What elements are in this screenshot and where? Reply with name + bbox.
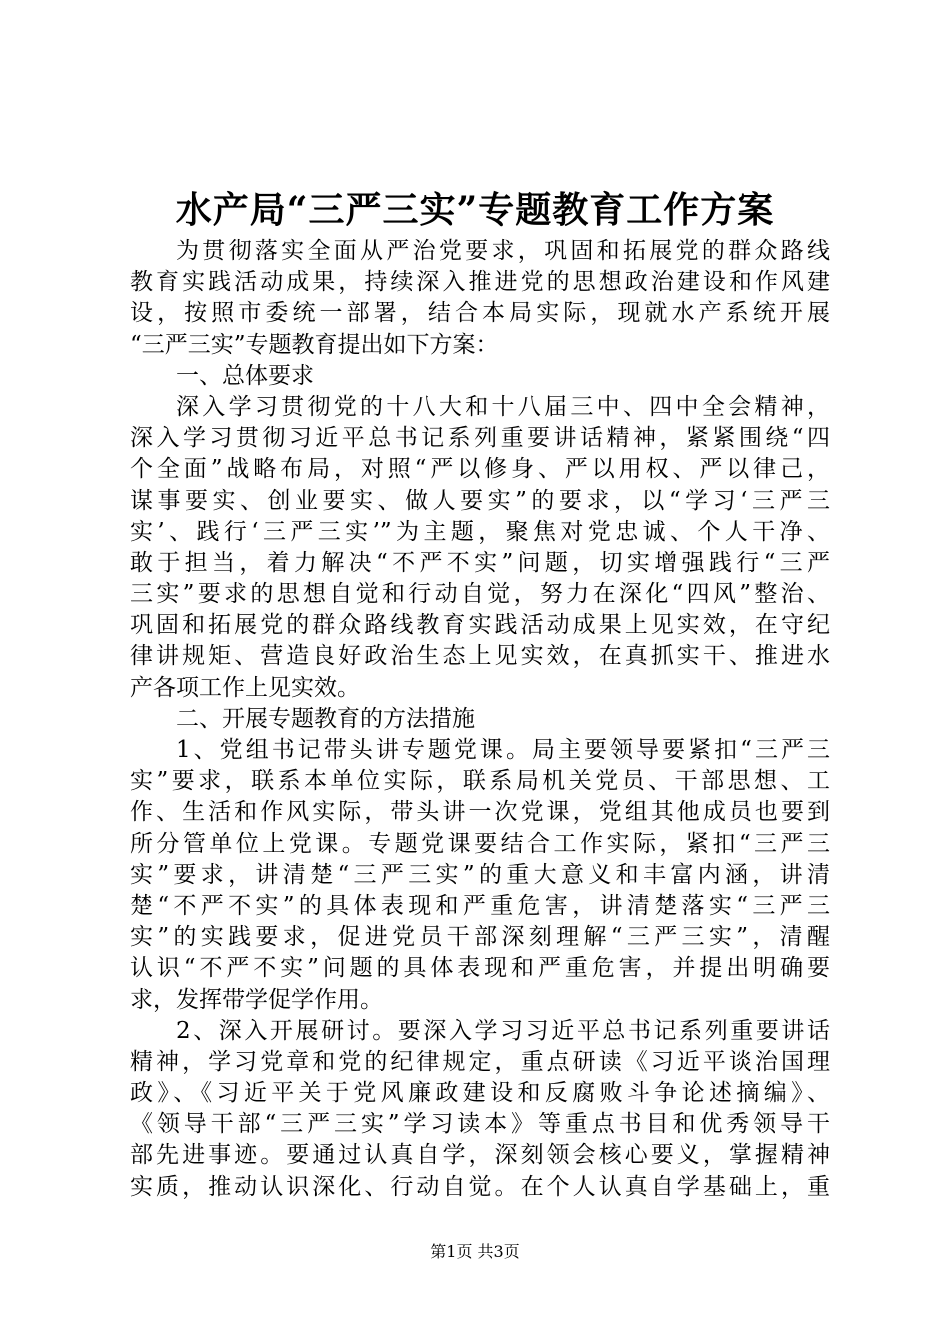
document-title: 水产局“三严三实”专题教育工作方案 [175, 189, 775, 231]
body-line: 设，按照市委统一部署，结合本局实际，现就水产系统开展 [130, 300, 830, 327]
body-line: 作、生活和作风实际，带头讲一次党课，党组其他成员也要到 [130, 799, 830, 826]
body-line: 实”要求，联系本单位实际，联系局机关党员、干部思想、工 [130, 768, 830, 795]
body-line: 1、党组书记带头讲专题党课。局主要领导要紧扣“三严三 [176, 737, 830, 763]
body-line: 部先进事迹。要通过认真自学，深刻领会核心要义，掌握精神 [130, 1142, 830, 1169]
body-line: 产各项工作上见实效。 [130, 674, 360, 701]
body-line: 二、开展专题教育的方法措施 [176, 705, 475, 732]
document-body [130, 236, 830, 1203]
body-line: 认识“不严不实”问题的具体表现和严重危害，并提出明确要 [130, 955, 830, 982]
body-line: 谋事要实、创业要实、做人要实”的要求，以“学习‘三严三 [130, 487, 830, 514]
body-line: 一、总体要求 [176, 362, 314, 389]
body-line: 敢于担当，着力解决“不严不实”问题，切实增强践行“三严 [130, 549, 830, 576]
body-line: 2、深入开展研讨。要深入学习习近平总书记系列重要讲话 [176, 1017, 830, 1044]
body-line: 《领导干部“三严三实”学习读本》等重点书目和优秀领导干 [130, 1111, 830, 1138]
body-line: 精神，学习党章和党的纪律规定，重点研读《习近平谈治国理 [130, 1048, 830, 1075]
body-line: “三严三实”专题教育提出如下方案： [130, 331, 499, 358]
body-line: 实’、践行‘三严三实’”为主题，聚焦对党忠诚、个人干净、 [130, 518, 830, 545]
body-line: 巩固和拓展党的群众路线教育实践活动成果上见实效，在守纪 [130, 612, 830, 639]
body-line: 所分管单位上党课。专题党课要结合工作实际，紧扣“三严三 [130, 830, 830, 857]
body-line: 律讲规矩、营造良好政治生态上见实效，在真抓实干、推进水 [130, 643, 830, 670]
body-line: 三实”要求的思想自觉和行动自觉，努力在深化“四风”整治、 [130, 581, 830, 608]
body-line: 为贯彻落实全面从严治党要求，巩固和拓展党的群众路线 [176, 238, 830, 264]
body-line: 政》、《习近平关于党风廉政建设和反腐败斗争论述摘编》、 [130, 1080, 830, 1107]
body-line: 求，发挥带学促学作用。 [130, 986, 383, 1013]
body-line: 实”要求，讲清楚“三严三实”的重大意义和丰富内涵，讲清 [130, 861, 830, 888]
body-line: 教育实践活动成果，持续深入推进党的思想政治建设和作风建 [130, 269, 830, 296]
body-line: 深入学习贯彻党的十八大和十八届三中、四中全会精神， [176, 393, 830, 420]
body-line: 楚“不严不实”的具体表现和严重危害，讲清楚落实“三严三 [130, 892, 830, 919]
body-line: 实”的实践要求，促进党员干部深刻理解“三严三实”，清醒 [130, 924, 830, 951]
body-line: 实质，推动认识深化、行动自觉。在个人认真自学基础上，重 [130, 1173, 830, 1200]
page-footer: 第1页 共3页 [430, 1242, 520, 1261]
body-line: 个全面”战略布局，对照“严以修身、严以用权、严以律己， [130, 456, 830, 483]
body-line: 深入学习贯彻习近平总书记系列重要讲话精神，紧紧围绕“四 [130, 425, 830, 452]
